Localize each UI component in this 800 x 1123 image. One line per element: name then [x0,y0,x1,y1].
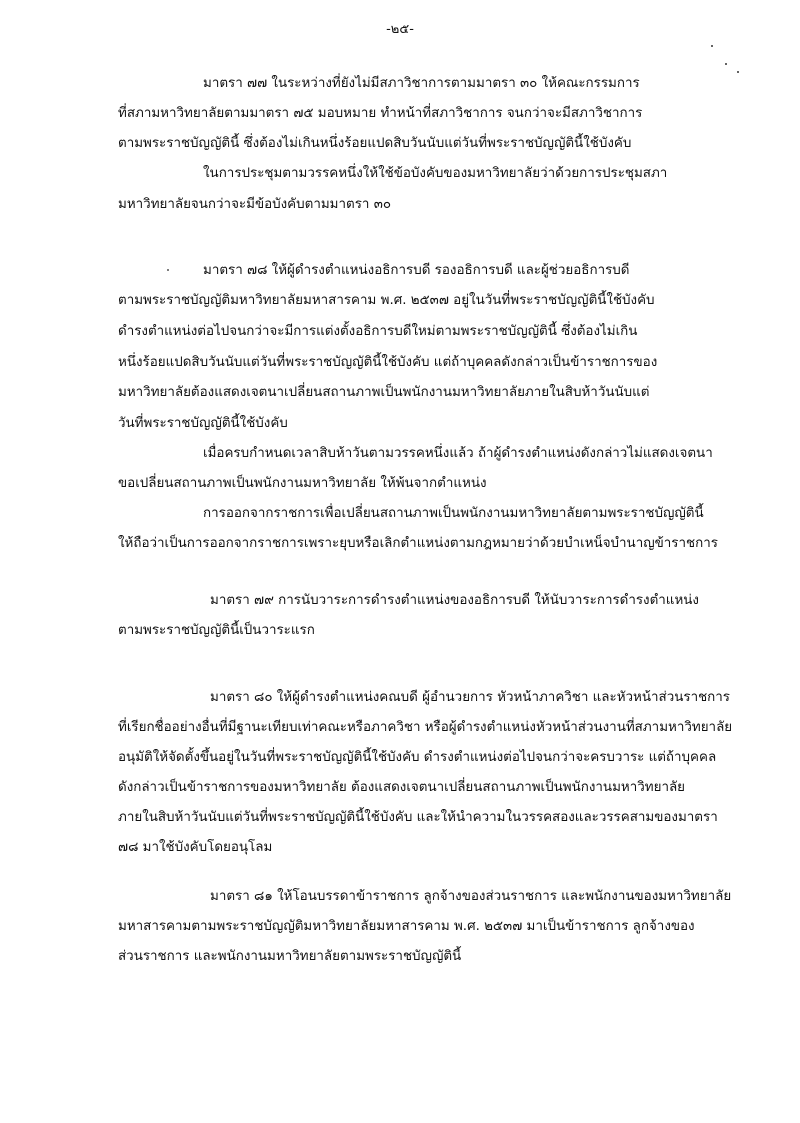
section-78-line-10: ให้ถือว่าเป็นการออกจากราชการเพราะยุบหรือเลิกตำแหน่งตามกฎหมายว่าด้วยบำเหน็จบำนาญข้าราชการ [118,536,718,551]
section-80-line-3: อนุมัติให้จัดตั้งขึ้นอยู่ในวันที่พระราชบัญญัตินี้ใช้บังคับ ดำรงตำแหน่งต่อไปจนกว่าจะครบวาระ แต่ถ้าบุคคล [118,750,717,765]
speck [737,71,739,73]
section-79-line-2: ตามพระราชบัญญัตินี้เป็นวาระแรก [118,623,315,638]
section-78-line-5: มหาวิทยาลัยต้องแสดงเจตนาเปลี่ยนสถานภาพเป็นพนักงานมหาวิทยาลัยภายในสิบห้าวันนับแต่ [118,385,650,400]
section-80-line-5: ภายในสิบห้าวันนับแต่วันที่พระราชบัญญัตินี้ใช้บังคับ และให้นำความในวรรคสองและวรรคสามของมาตรา [118,810,718,825]
speck [725,63,727,65]
speck [167,269,169,271]
section-78-line-3: ดำรงตำแหน่งต่อไปจนกว่าจะมีการแต่งตั้งอธิการบดีใหม่ตามพระราชบัญญัตินี้ ซึ่งต้องไม่เกิน [118,324,638,339]
section-81-line-2: มหาสารคามตามพระราชบัญญัติมหาวิทยาลัยมหาสารคาม พ.ศ. ๒๕๓๗ มาเป็นข้าราชการ ลูกจ้างของ [118,919,695,934]
section-81-line-3: ส่วนราชการ และพนักงานมหาวิทยาลัยตามพระราชบัญญัตินี้ [118,949,462,964]
section-78-line-7: เมื่อครบกำหนดเวลาสิบห้าวันตามวรรคหนึ่งแล้ว ถ้าผู้ดำรงตำแหน่งดังกล่าวไม่แสดงเจตนา [203,446,713,461]
section-77-line-3: ตามพระราชบัญญัตินี้ ซึ่งต้องไม่เกินหนึ่งร้อยแปดสิบวันนับแต่วันที่พระราชบัญญัตินี้ใช้บังคับ [118,136,632,151]
section-81-line-1: มาตรา ๘๑ ให้โอนบรรดาข้าราชการ ลูกจ้างของส่วนราชการ และพนักงานของมหาวิทยาลัย [210,889,732,904]
section-80-line-4: ดังกล่าวเป็นข้าราชการของมหาวิทยาลัย ต้องแสดงเจตนาเปลี่ยนสถานภาพเป็นพนักงานมหาวิทยาลัย [118,780,686,795]
section-80-line-2: ที่เรียกชื่ออย่างอื่นที่มีฐานะเทียบเท่าคณะหรือภาควิชา หรือผู้ดำรงตำแหน่งหัวหน้าส่วนงานที่สภามหาวิทยาลัย [118,720,733,735]
section-80-line-1: มาตรา ๘๐ ให้ผู้ดำรงตำแหน่งคณบดี ผู้อำนวยการ หัวหน้าภาควิชา และหัวหน้าส่วนราชการ [210,690,730,705]
section-77-line-4: ในการประชุมตามวรรคหนึ่งให้ใช้ข้อบังคับของมหาวิทยาลัยว่าด้วยการประชุมสภา [203,166,668,181]
section-77-line-2: ที่สภามหาวิทยาลัยตามมาตรา ๗๕ มอบหมาย ทำหน้าที่สภาวิชาการ จนกว่าจะมีสภาวิชาการ [118,106,643,121]
section-80-line-6: ๗๘ มาใช้บังคับโดยอนุโลม [118,840,273,855]
section-77-line-1: มาตรา ๗๗ ในระหว่างที่ยังไม่มีสภาวิชาการตามมาตรา ๓๐ ให้คณะกรรมการ [203,76,640,91]
section-78-line-2: ตามพระราชบัญญัติมหาวิทยาลัยมหาสารคาม พ.ศ. ๒๕๓๗ อยู่ในวันที่พระราชบัญญัตินี้ใช้บังคับ [118,293,655,308]
section-78-line-9: การออกจากราชการเพื่อเปลี่ยนสถานภาพเป็นพนักงานมหาวิทยาลัยตามพระราชบัญญัตินี้ [203,506,704,521]
section-78-line-1: มาตรา ๗๘ ให้ผู้ดำรงตำแหน่งอธิการบดี รองอธิการบดี และผู้ช่วยอธิการบดี [203,263,630,278]
speck [711,45,713,47]
section-77-line-5: มหาวิทยาลัยจนกว่าจะมีข้อบังคับตามมาตรา ๓๐ [118,197,392,212]
section-79-line-1: มาตรา ๗๙ การนับวาระการดำรงตำแหน่งของอธิการบดี ให้นับวาระการดำรงตำแหน่ง [210,593,699,608]
section-78-line-4: หนึ่งร้อยแปดสิบวันนับแต่วันที่พระราชบัญญัตินี้ใช้บังคับ แต่ถ้าบุคคลดังกล่าวเป็นข้าราชการของ [118,355,658,370]
section-78-line-8: ขอเปลี่ยนสถานภาพเป็นพนักงานมหาวิทยาลัย ให้พ้นจากตำแหน่ง [118,476,487,491]
page-number: -๒๕- [386,22,414,37]
section-78-line-6: วันที่พระราชบัญญัตินี้ใช้บังคับ [118,416,288,431]
